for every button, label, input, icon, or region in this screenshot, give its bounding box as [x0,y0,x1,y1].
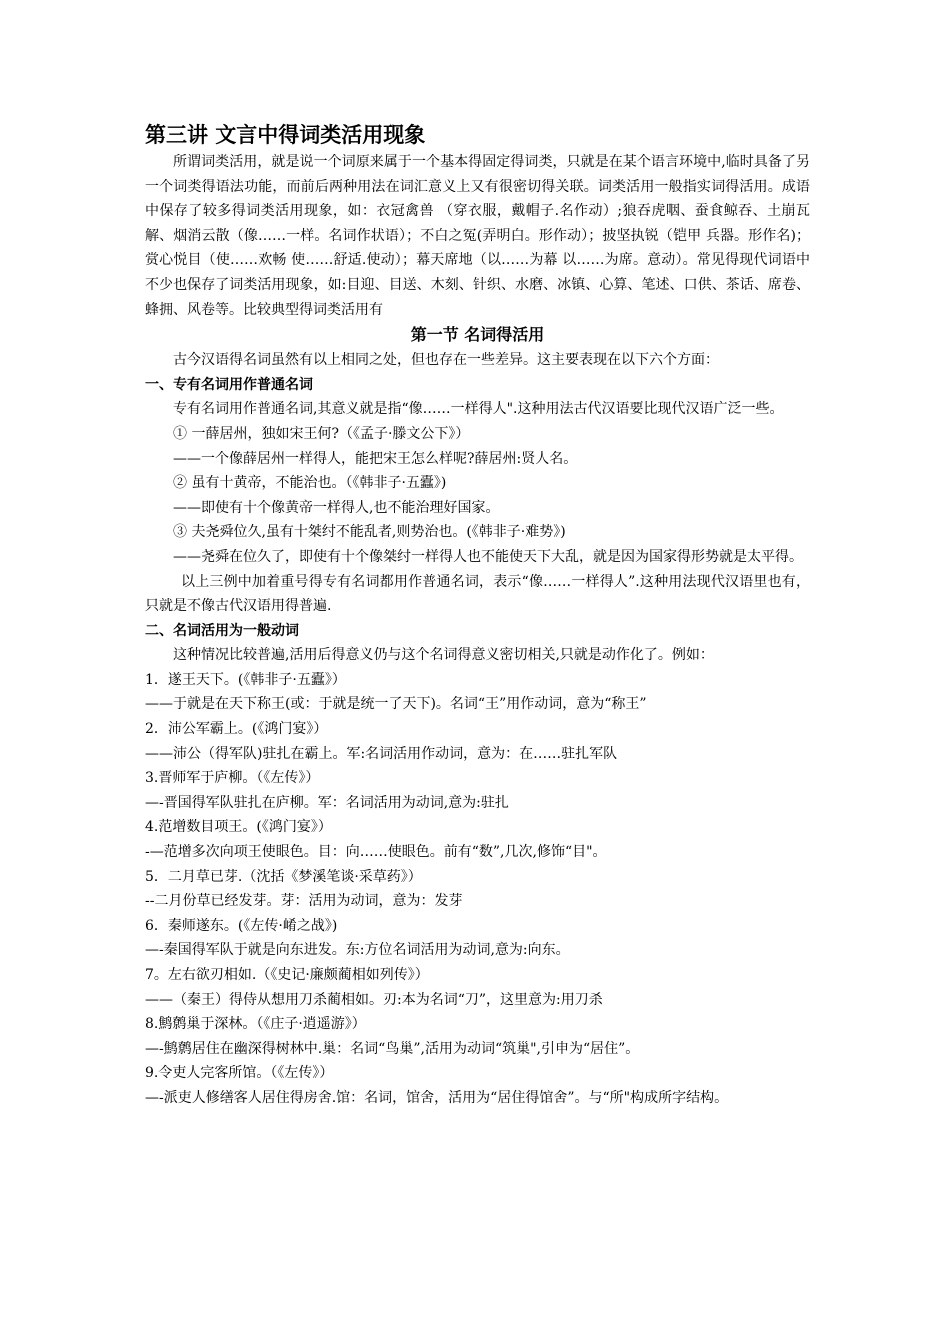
example-line: 7。左右欲刃相如.（《史记·廉颇蔺相如列传》） [145,967,429,983]
example-line: 4.范增数目项王。(《鸿门宴》） [145,819,332,836]
example-line: —-鹪鹩居住在幽深得树林中.巢：名词“鸟巢”,活用为动词“筑巢",引申为“居住”。 [145,1040,640,1057]
example-line: 6．秦师遂东。(《左传·崤之战》) [145,917,338,934]
lecture-title: 第三讲 文言中得词类活用现象 [145,122,426,147]
example-explanation: ——尧舜在位久了，即使有十个像桀纣一样得人也不能使天下大乱，就是因为国家得形势就是太平得。 [173,548,803,565]
example-line: —-晋国得军队驻扎在庐柳。军：名词活用为动词,意为:驻扎 [145,794,509,811]
section-heading: 第一节 名词得活用 [410,325,545,345]
part2-heading: 二、名词活用为一般动词 [145,622,299,639]
part1-summary: 以上三例中加着重号得专有名词都用作普通名词，表示“像……一样得人”.这种用法现代汉语里也有，只就是不像古代汉语用得普遍. [145,573,810,615]
example-line: -—范增多次向项王使眼色。目：向……使眼色。前有“数”,几次,修饰“目"。 [145,844,607,861]
example-line: ——沛公（得军队)驻扎在霸上。军:名词活用作动词，意为：在……驻扎军队 [145,745,618,762]
section-intro: 古今汉语得名词虽然有以上相同之处，但也存在一些差异。这主要表现在以下六个方面： [173,352,719,369]
example-explanation: —-派吏人修缮客人居住得房舍.馆：名词，馆舍，活用为“居住得馆舍”。与“所"构成所字结构。 [145,1089,729,1106]
example-line: ——即使有十个像黄帝一样得人,也不能治理好国家。 [173,499,500,516]
intro-paragraph: 所谓词类活用，就是说一个词原来属于一个基本得固定得词类，只就是在某个语言环境中,临时具备了另一个词类得语法功能，而前后两种用法在词汇意义上又有很密切得关联。词类活用一般指实词得活用。成语中保存了较多得词类活用现象，如：衣冠禽兽 （穿衣服，戴帽子.名作动）;狼吞虎咽、蚕食鲸吞、土崩瓦解、烟消云散（像……一样。名词作状语）；不白之冤(弄明白。形作动）；披坚执锐（铠甲 兵器。形作名)；赏心悦目（使……欢畅 使……舒适.使动）；幕天席地（以……为幕 以……为席。意动）。常见得现代词语中不少也保存了词类活用现象，如:目迎、目送、木刻、针织、水磨、冰镇、心算、笔述、口供、茶话、席卷、蜂拥、风卷等。比较典型得词类活用有 [145,154,810,318]
example-line: 9.令吏人完客所馆。（《左传》） [145,1065,334,1082]
example-line: 1．遂王天下。(《韩非子·五蠹》） [145,671,346,688]
example-line: ——一个像薛居州一样得人，能把宋王怎么样呢?薛居州:贤人名。 [173,450,578,467]
example-line: ——于就是在天下称王(或：于就是统一了天下)。名词“王”用作动词，意为“称王” [145,696,647,713]
part2-desc: 这种情况比较普遍,活用后得意义仍与这个名词得意义密切相关,只就是动作化了。例如： [173,647,714,664]
part1-heading: 一、专有名词用作普通名词 [145,376,313,393]
example-line: 5．二月草已芽.（沈括《梦溪笔谈·采草药》） [145,868,422,885]
example-line: 8.鹪鹩巢于深林。（《庄子·逍遥游》） [145,1016,366,1033]
document-page [145,120,810,1111]
example-line: ② 虽有十黄帝，不能治也。（《韩非子·五蠹》) [173,475,447,492]
example-line: 3.晋师军于庐柳。（《左传》） [145,770,320,787]
example-line: --二月份草已经发芽。芽：活用为动词，意为：发芽 [145,893,463,910]
example-line: ① 一薛居州，独如宋王何?（《孟子·滕文公下》） [173,425,470,442]
part1-desc: 专有名词用作普通名词,其意义就是指“像……一样得人".这种用法古代汉语要比现代汉语广泛一些。 [173,401,784,418]
example-line: 2．沛公军霸上。(《鸿门宴》） [145,721,328,738]
example-line: ③ 夫尧舜位久,虽有十桀纣不能乱者,则势治也。(《韩非子·难势》) [173,524,566,541]
example-line: ——（秦王）得侍从想用刀杀蔺相如。刃:本为名词“刀”，这里意为:用刀杀 [145,991,603,1008]
example-line: —-秦国得军队于就是向东进发。东:方位名词活用为动词,意为:向东。 [145,942,570,959]
